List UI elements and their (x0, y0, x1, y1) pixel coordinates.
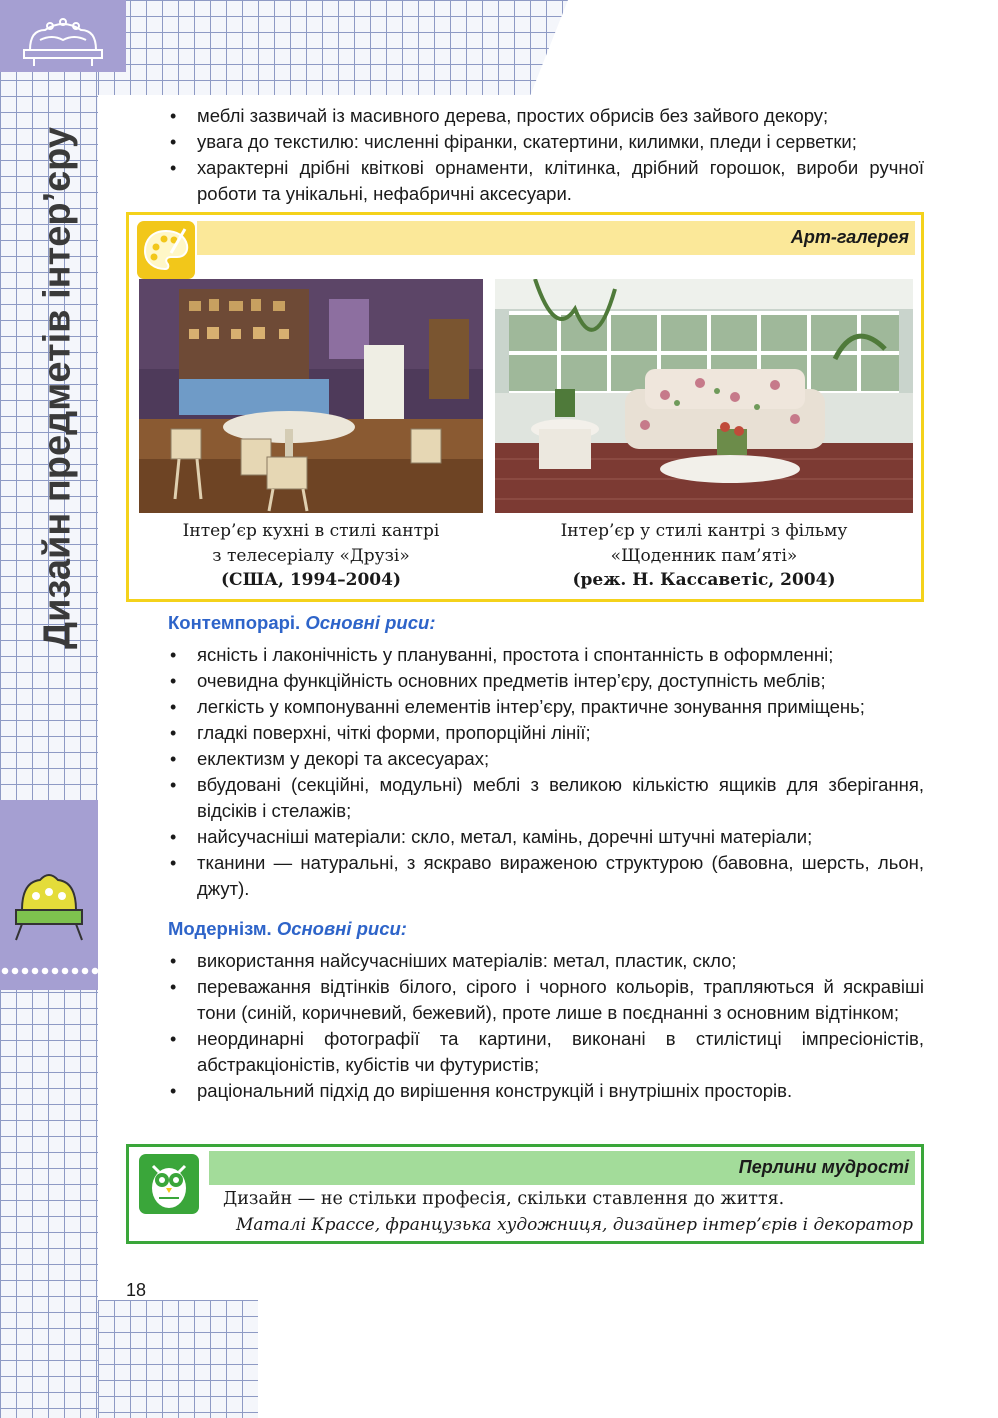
list-item: • характерні дрібні квіткові орнаменти, клітинка, дрібний горошок, вироби ручної роботи та унікальні, нефабричні аксесуари. (168, 155, 924, 207)
caption-line: з телесеріалу «Друзі» (212, 545, 410, 566)
sofa-side-ornament (0, 800, 98, 990)
list-item: • ясність і лаконічність у плануванні, простота і спонтанність в оформленні; (168, 642, 924, 668)
list-item: • вбудовані (секційні, модульні) меблі з великою кількістю ящиків для зберігання, відсіків і стелажів; (168, 772, 924, 824)
caption-line: (реж. Н. Кассаветіс, 2004) (572, 570, 836, 590)
dotted-border-bottom (0, 966, 98, 976)
wisdom-box (126, 1144, 924, 1244)
contemporary-heading (168, 610, 924, 636)
sofa-header-ornament (0, 0, 126, 72)
modernism-bullet-list (168, 948, 924, 1104)
caption-line: Інтер’єр у стилі кантрі з фільму (560, 521, 848, 541)
wisdom-quote: Дизайн — не стільки професія, скільки ставлення до життя. (223, 1189, 785, 1209)
wisdom-title: Перлини мудрості (738, 1157, 909, 1177)
armchair-icon (0, 800, 98, 990)
intro-bullet-list (168, 103, 924, 207)
contemporary-section (168, 610, 924, 902)
caption-line: «Щоденник пам’яті» (610, 545, 798, 566)
palette-icon (137, 221, 195, 279)
kitchen-caption (139, 519, 483, 593)
list-item: • увага до текстилю: численні фіранки, скатертини, килимки, пледи і серветки; (168, 129, 924, 155)
section-title: Контемпорарі. (168, 612, 301, 633)
modernism-heading (168, 916, 924, 942)
contemporary-bullet-list (168, 642, 924, 902)
list-item: • найсучасніші матеріали: скло, метал, камінь, доречні штучні матеріали; (168, 824, 924, 850)
sunroom-caption (495, 519, 913, 593)
list-item: • тканини — натуральні, з яскраво вираженою структурою (бавовна, шерсть, льон, джут). (168, 850, 924, 902)
intro-section (168, 103, 924, 207)
caption-line: Інтер’єр кухні в стилі кантрі (182, 521, 440, 541)
section-subtitle: Основні риси: (276, 918, 407, 939)
vertical-chapter-title: Дизайн предметів інтер’єру (36, 126, 79, 649)
section-subtitle: Основні риси: (305, 612, 436, 633)
list-item: • раціональний підхід до вирішення конструкцій і внутрішніх просторів. (168, 1078, 924, 1104)
wisdom-author: Маталі Крассе, французька художниця, дизайнер інтер’єрів і декоратор (235, 1215, 913, 1235)
grid-background-bottom (98, 1300, 258, 1418)
list-item: • неординарні фотографії та картини, виконані в стилістиці імпресіоністів, абстракціоністів, кубістів чи футуристів; (168, 1026, 924, 1078)
owl-icon (139, 1154, 199, 1214)
modernism-section (168, 916, 924, 1104)
sofa-icon (0, 0, 126, 72)
art-gallery-title: Арт-галерея (790, 227, 909, 247)
page-number: 18 (126, 1280, 147, 1300)
grid-background-top (98, 0, 568, 95)
wisdom-header (209, 1151, 915, 1185)
art-gallery-box (126, 212, 924, 602)
list-item: • легкість у компонуванні елементів інтер’єру, практичне зонування приміщень; (168, 694, 924, 720)
list-item: • використання найсучасніших матеріалів: метал, пластик, скло; (168, 948, 924, 974)
list-item: • еклектизм у декорі та аксесуарах; (168, 746, 924, 772)
section-title: Модернізм. (168, 918, 272, 939)
vertical-title-container (26, 125, 90, 650)
list-item: • переважання відтінків білого, сірого і чорного кольорів, трапляються й яскравіші тони (синій, коричневий, бежевий), проте лише в поєднанні з основним відтінком; (168, 974, 924, 1026)
kitchen-photo (139, 279, 483, 513)
caption-line: (США, 1994–2004) (221, 570, 401, 590)
art-gallery-header (197, 221, 915, 255)
sunroom-photo (495, 279, 913, 513)
list-item: • очевидна функційність основних предметів інтер’єру, доступність меблів; (168, 668, 924, 694)
list-item: • гладкі поверхні, чіткі форми, пропорційні лінії; (168, 720, 924, 746)
list-item: • меблі зазвичай із масивного дерева, простих обрисів без зайвого декору; (168, 103, 924, 129)
